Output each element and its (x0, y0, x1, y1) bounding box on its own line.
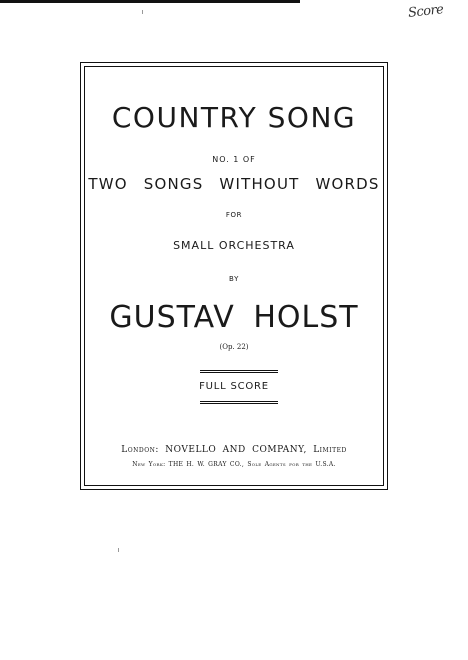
publisher-line (0, 445, 468, 455)
collection-title: TWO SONGS WITHOUT WORDS (88, 175, 380, 193)
agents-role: Sole Agents for the (247, 461, 313, 468)
agents-country: U.S.A. (315, 461, 336, 468)
top-edge-rule (0, 0, 300, 3)
handwritten-annotation: Score (407, 2, 445, 21)
series-number: NO. 1 OF (212, 155, 256, 164)
publisher-name: NOVELLO AND COMPANY, (165, 445, 307, 455)
agents-city: New York: (132, 461, 166, 468)
scan-speck (142, 10, 143, 14)
composer-name: GUSTAV HOLST (109, 300, 359, 335)
edition-rule-top (200, 370, 278, 373)
ensemble-name: SMALL ORCHESTRA (173, 239, 295, 252)
for-label: FOR (225, 211, 243, 219)
agents-line (0, 461, 468, 468)
publisher-limited: Limited (313, 445, 347, 455)
edition-rule-bottom (200, 401, 278, 404)
publisher-city: London: (121, 445, 159, 455)
by-label: BY (229, 275, 239, 283)
edition-label: FULL SCORE (199, 381, 269, 392)
work-title: COUNTRY SONG (111, 101, 357, 134)
opus-number: (Op. 22) (219, 343, 249, 351)
scan-speck (118, 548, 119, 552)
agents-name: THE H. W. GRAY CO., (168, 461, 245, 468)
